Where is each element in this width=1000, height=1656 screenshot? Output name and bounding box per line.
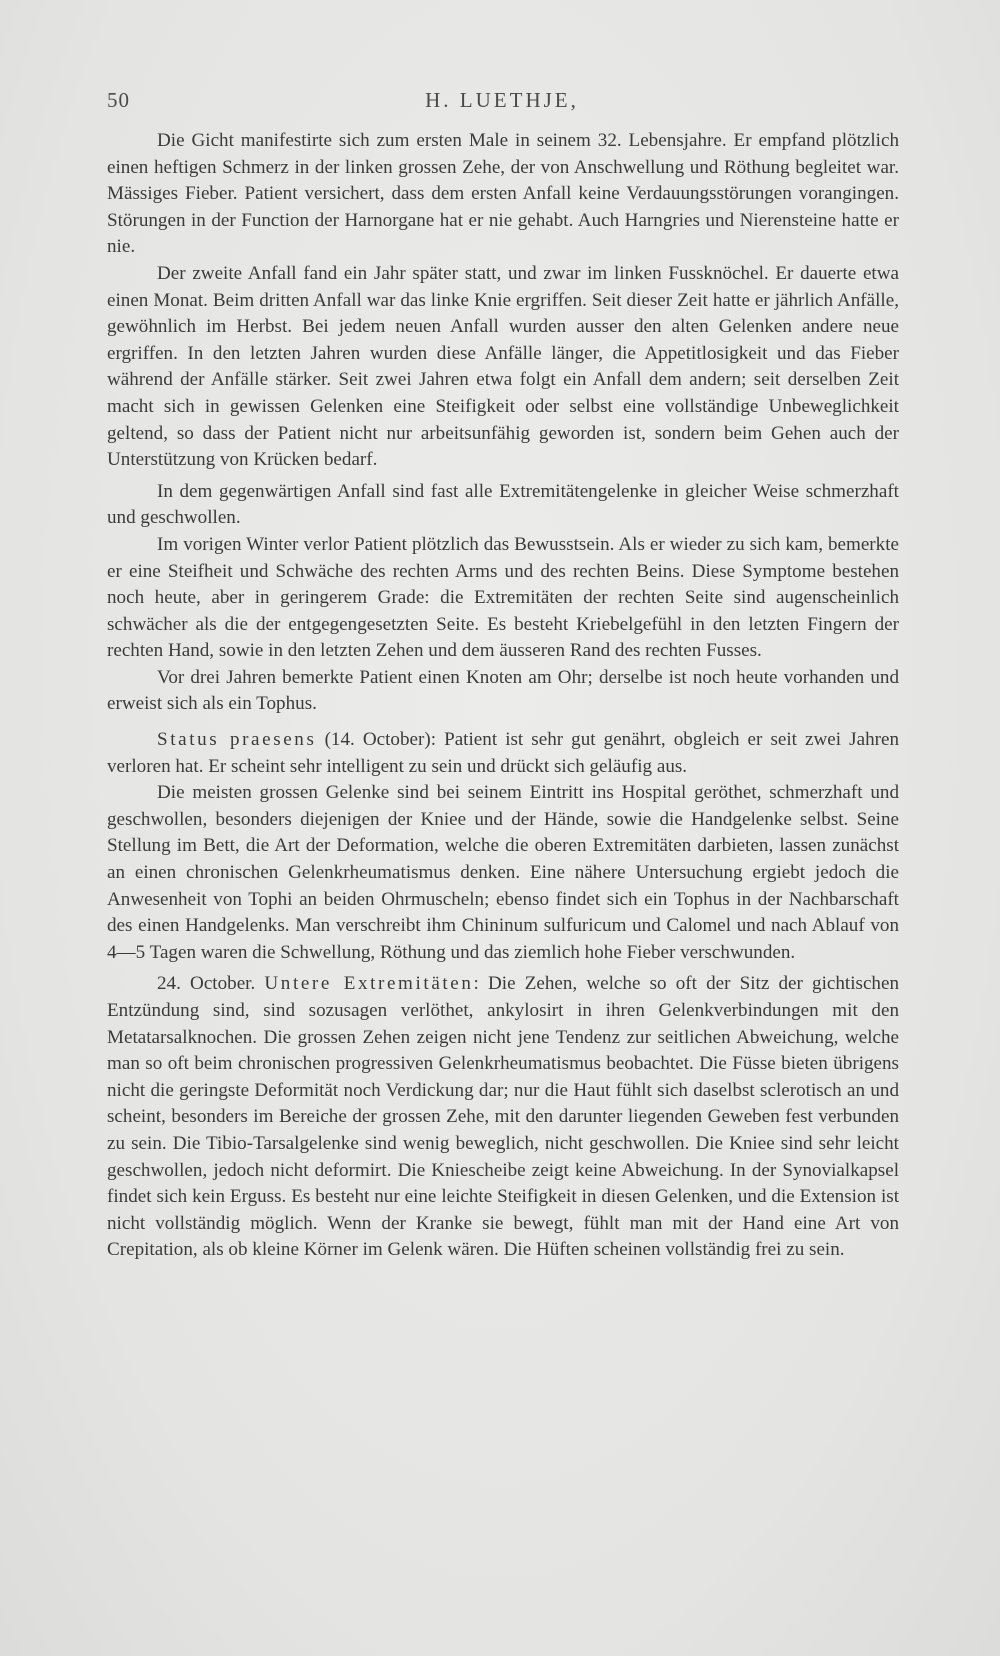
running-head: H. LUETHJE, <box>425 88 579 112</box>
status-praesens-heading: Status praesens <box>157 729 317 751</box>
page-number: 50 <box>107 88 130 112</box>
paragraph-status-praesens <box>107 727 899 780</box>
lower-extremities-heading: Untere Extremitäten <box>264 973 474 995</box>
lower-extremities-text: : Die Zehen, welche so oft der Sitz der gichtischen Entzündung sind, sind sozusagen verlöthet, ankylosirt in ihren Gelenkverbindungen mit den Metatarsalknochen. Die grossen Zehen zeigen nicht jene Tendenz zur seitlichen Abweichung, welche man so oft beim chronischen progressiven Gelenkrheumatismus beobachtet. Die Füsse bieten übrigens nicht die geringste Deformität noch Verdickung dar; nur die Haut fühlt sich daselbst sclerotisch an und scheint, besonders im Bereiche der grossen Zehe, mit den darunter liegenden Geweben fest verbunden zu sein. Die Tibio-Tarsalgelenke sind wenig beweglich, nicht geschwollen. Die Kniee sind sehr leicht geschwollen, jedoch nicht deformirt. Die Kniescheibe zeigt keine Abweichung. In der Synovialkapsel findet sich kein Erguss. Es besteht nur eine leichte Steifigkeit in diesen Gelenken, und die Extension ist nicht vollständig möglich. Wenn der Kranke sie bewegt, fühlt man mit der Hand eine Art von Crepitation, als ob kleine Körner im Gelenk wären. Die Hüften scheinen vollständig frei zu sein. <box>107 973 899 1261</box>
paragraph-ear-tophus: Vor drei Jahren bemerkte Patient einen Knoten am Ohr; derselbe ist noch heute vorhanden und erweist sich als ein Tophus. <box>107 666 899 715</box>
paragraph-last-winter: Im vorigen Winter verlor Patient plötzlich das Bewusstsein. Als er wieder zu sich kam, bemerkte er eine Steifheit und Schwäche des rechten Arms und des rechten Beins. Diese Symptome bestehen noch heute, aber in geringerem Grade: die Extremitäten der rechten Seite sind augenscheinlich schwächer als die der entgegengesetzten Seite. Es besteht Kriebelgefühl in den letzten Fingern der rechten Hand, sowie in den letzten Zehen und dem äusseren Rand des rechten Fusses. <box>107 533 899 662</box>
paragraph-lower-extremities <box>107 971 899 1264</box>
paragraph-first-attack: Die Gicht manifestirte sich zum ersten Male in seinem 32. Lebensjahre. Er empfand plötzlich einen heftigen Schmerz in der linken grossen Zehe, der von Anschwellung und Röthung begleitet war. Mässiges Fieber. Patient versichert, dass dem ersten Anfall keine Verdauungsstörungen vorangingen. Störungen in der Function der Harnorgane hat er nie gehabt. Auch Harngries und Nierensteine hatte er nie. <box>107 130 899 258</box>
paragraph-further-attacks: Der zweite Anfall fand ein Jahr später statt, und zwar im linken Fussknöchel. Er dauerte etwa einen Monat. Beim dritten Anfall war das linke Knie ergriffen. Seit dieser Zeit hatte er jährlich Anfälle, gewöhnlich im Herbst. Bei jedem neuen Anfall wurden ausser den alten Gelenken andere neue ergriffen. In den letzten Jahren wurden diese Anfälle länger, die Appetitlosigkeit und das Fieber während der Anfälle stärker. Seit zwei Jahren etwa folgt ein Anfall dem andern; seit derselben Zeit macht sich in gewissen Gelenken eine Steifigkeit oder selbst eine vollständige Unbeweglichkeit geltend, so dass der Patient nicht nur arbeitsunfähig geworden ist, sondern beim Gehen auch der Unterstützung von Krücken bedarf. <box>107 262 899 471</box>
paragraph-current-attack: In dem gegenwärtigen Anfall sind fast alle Extremitätengelenke in gleicher Weise schmerzhaft und geschwollen. <box>107 480 899 529</box>
paragraph-joints: Die meisten grossen Gelenke sind bei seinem Eintritt ins Hospital geröthet, schmerzhaft und geschwollen, besonders diejenigen der Kniee und der Hände, sowie die Handgelenke selbst. Seine Stellung im Bett, die Art der Deformation, welche die oberen Extremitäten darbieten, lassen zunächst an einen chronischen Gelenkrheumatismus denken. Eine nähere Untersuchung ergiebt jedoch die Anwesenheit von Tophi an beiden Ohrmuscheln; ebenso findet sich ein Tophus in der Nachbarschaft des einen Handgelenks. Man verschreibt ihm Chininum sulfuricum und Calomel und nach Ablauf von 4—5 Tagen waren die Schwellung, Röthung und das ziemlich hohe Fieber verschwunden. <box>107 782 899 963</box>
page-header <box>107 88 897 118</box>
body-text <box>107 128 899 1264</box>
lower-extremities-date: 24. October. <box>157 973 265 995</box>
status-praesens-text: (14. October): Patient ist sehr gut genährt, obgleich er seit zwei Jahren verloren hat. Er scheint sehr intelligent zu sein und drückt sich geläufig aus. <box>107 729 899 777</box>
